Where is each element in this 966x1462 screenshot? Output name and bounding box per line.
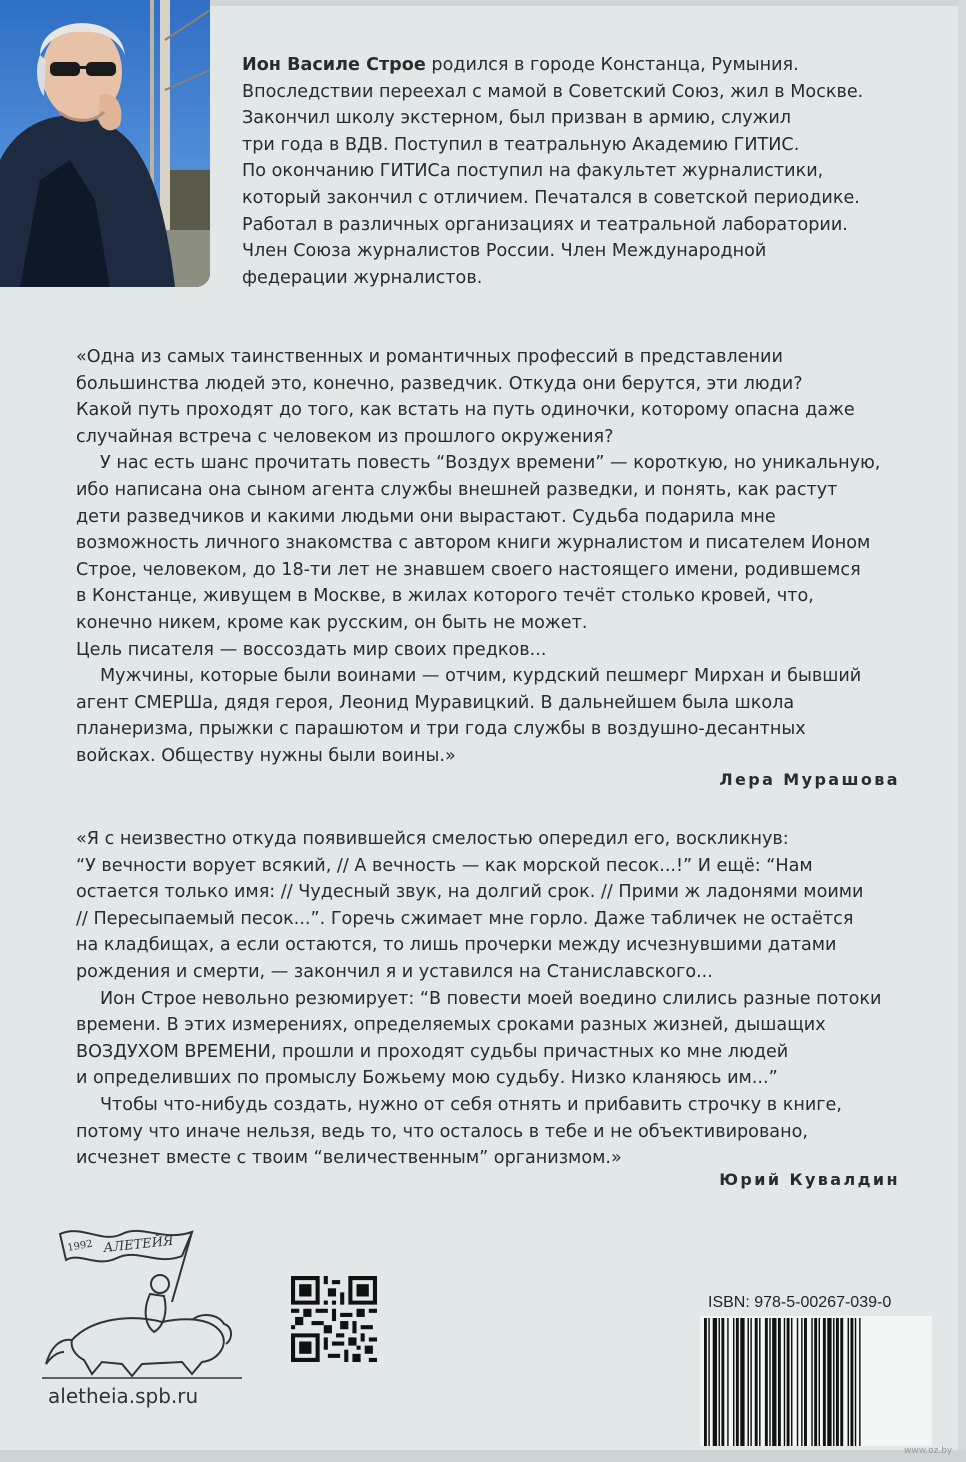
quote-line: рождения и смерти, — закончил я и уставился на Станиславского... bbox=[76, 961, 713, 982]
quote-line: конечно никем, кроме как русским, он быть не может. bbox=[76, 612, 588, 633]
quote-line: Какой путь проходят до того, как встать на путь одиночки, которому опасна даже bbox=[76, 400, 855, 421]
author-photo-illustration bbox=[0, 0, 210, 287]
quote-line: потому что иначе нельзя, ведь то, что осталось в тебе и не объективировано, bbox=[76, 1121, 808, 1142]
bio-line: Закончил школу экстерном, был призван в армию, служил bbox=[242, 108, 792, 129]
quote-line: войсках. Обществу нужны были воины.» bbox=[76, 745, 456, 766]
quote-line: Мужчины, которые были воинами — отчим, курдский пешмерг Мирхан и бывший bbox=[100, 666, 862, 687]
cover-edge-right bbox=[958, 0, 966, 1462]
quote-line: исчезнет вместе с твоим “величественным” организмом.» bbox=[76, 1148, 622, 1169]
author-name: Ион Василе Строе bbox=[242, 55, 426, 75]
quote-line: У нас есть шанс прочитать повесть “Воздух времени” — короткую, но уникальную, bbox=[100, 453, 881, 474]
logo-name: АЛЕТЕЙЯ bbox=[102, 1233, 175, 1256]
quote-line: планеризма, прыжки с парашютом и три года службы в воздушно-десантных bbox=[76, 719, 806, 740]
quote-line: времени. В этих измерениях, определяемых сроками разных жизней, дышащих bbox=[76, 1015, 826, 1036]
publisher-website: aletheia.spb.ru bbox=[48, 1384, 199, 1408]
quote-line: большинства людей это, конечно, разведчик. Откуда они берутся, эти люди? bbox=[76, 373, 803, 394]
quote-line: на кладбищах, а если остаются, то лишь прочерки между исчезнувшими датами bbox=[76, 935, 837, 956]
quote-line: Цель писателя — воссоздать мир своих предков... bbox=[76, 639, 547, 660]
quote-line: агент СМЕРШа, дядя героя, Леонид Муравицкий. В дальнейшем была школа bbox=[76, 692, 795, 713]
author-photo bbox=[0, 0, 210, 287]
cover-edge-bottom bbox=[0, 1450, 966, 1462]
quote-line: случайная встреча с человеком из прошлого окружения? bbox=[76, 426, 614, 447]
quote-line: «Я с неизвестно откуда появившейся смелостью опередил его, воскликнув: bbox=[76, 829, 789, 849]
qr-code bbox=[291, 1276, 377, 1362]
quote-line: в Констанце, живущем в Москве, в жилах которого течёт столько кровей, что, bbox=[76, 586, 814, 607]
quote-line: ВОЗДУХОМ ВРЕМЕНИ, прошли и проходят судьбы причастных ко мне людей bbox=[76, 1041, 789, 1062]
publisher-logo bbox=[42, 1222, 252, 1382]
quote-line: Чтобы что-нибудь создать, нужно от себя отнять и прибавить строчку в книге, bbox=[100, 1094, 842, 1115]
quote-1-signature: Лера Мурашова bbox=[719, 770, 900, 789]
quote-line: и определивших по промыслу Божьему мою судьбу. Низко кланяюсь им...” bbox=[76, 1068, 778, 1089]
review-quote-2 bbox=[76, 826, 906, 1172]
bio-line: По окончанию ГИТИСа поступил на факультет журналистики, bbox=[242, 161, 824, 182]
bio-line-rest: родился в городе Констанца, Румыния. bbox=[425, 55, 799, 75]
quote-line: “У вечности ворует всякий, // А вечность — как морской песок...!” И ещё: “Нам bbox=[76, 855, 813, 876]
quote-line: возможность личного знакомства с автором книги журналистом и писателем Ионом bbox=[76, 533, 871, 554]
quote-line: остается только имя: // Чудесный звук, на долгий срок. // Прими ж ладонями моими bbox=[76, 882, 864, 903]
quote-line: // Пересыпаемый песок...”. Горечь сжимает мне горло. Даже табличек не остаётся bbox=[76, 908, 854, 929]
quote-line: дети разведчиков и какими людьми они вырастают. Судьба подарила мне bbox=[76, 506, 776, 527]
bio-line: федерации журналистов. bbox=[242, 267, 483, 288]
quote-line: Ион Строе невольно резюмирует: “В повести моей воедино слились разные потоки bbox=[100, 988, 882, 1009]
isbn-barcode bbox=[700, 1316, 932, 1446]
quote-2-signature: Юрий Кувалдин bbox=[719, 1170, 900, 1189]
bio-line: три года в ВДВ. Поступил в театральную Академию ГИТИС. bbox=[242, 134, 800, 155]
review-quote-1 bbox=[76, 344, 906, 770]
publisher-logo-emblem bbox=[42, 1222, 252, 1382]
quote-line: ибо написана она сыном агента службы внешней разведки, и понять, как растут bbox=[76, 479, 838, 500]
quote-line: «Одна из самых таинственных и романтичных профессий в представлении bbox=[76, 347, 783, 367]
isbn-number: ISBN: 978-5-00267-039-0 bbox=[708, 1294, 892, 1311]
author-biography bbox=[242, 52, 922, 291]
bio-line bbox=[242, 52, 922, 79]
bio-line: который закончил с отличием. Печатался в советской периодике. bbox=[242, 187, 860, 208]
bio-line: Работал в различных организациях и театральной лаборатории. bbox=[242, 214, 848, 235]
quote-line: Строе, человеком, до 18-ти лет не знавшем своего настоящего имени, родившемся bbox=[76, 559, 861, 580]
bio-line: Член Союза журналистов России. Член Международной bbox=[242, 241, 767, 262]
watermark: www.oz.by bbox=[904, 1446, 953, 1456]
logo-year: 1992 bbox=[66, 1238, 94, 1254]
bio-line: Впоследствии переехал с мамой в Советский Союз, жил в Москве. bbox=[242, 81, 864, 102]
